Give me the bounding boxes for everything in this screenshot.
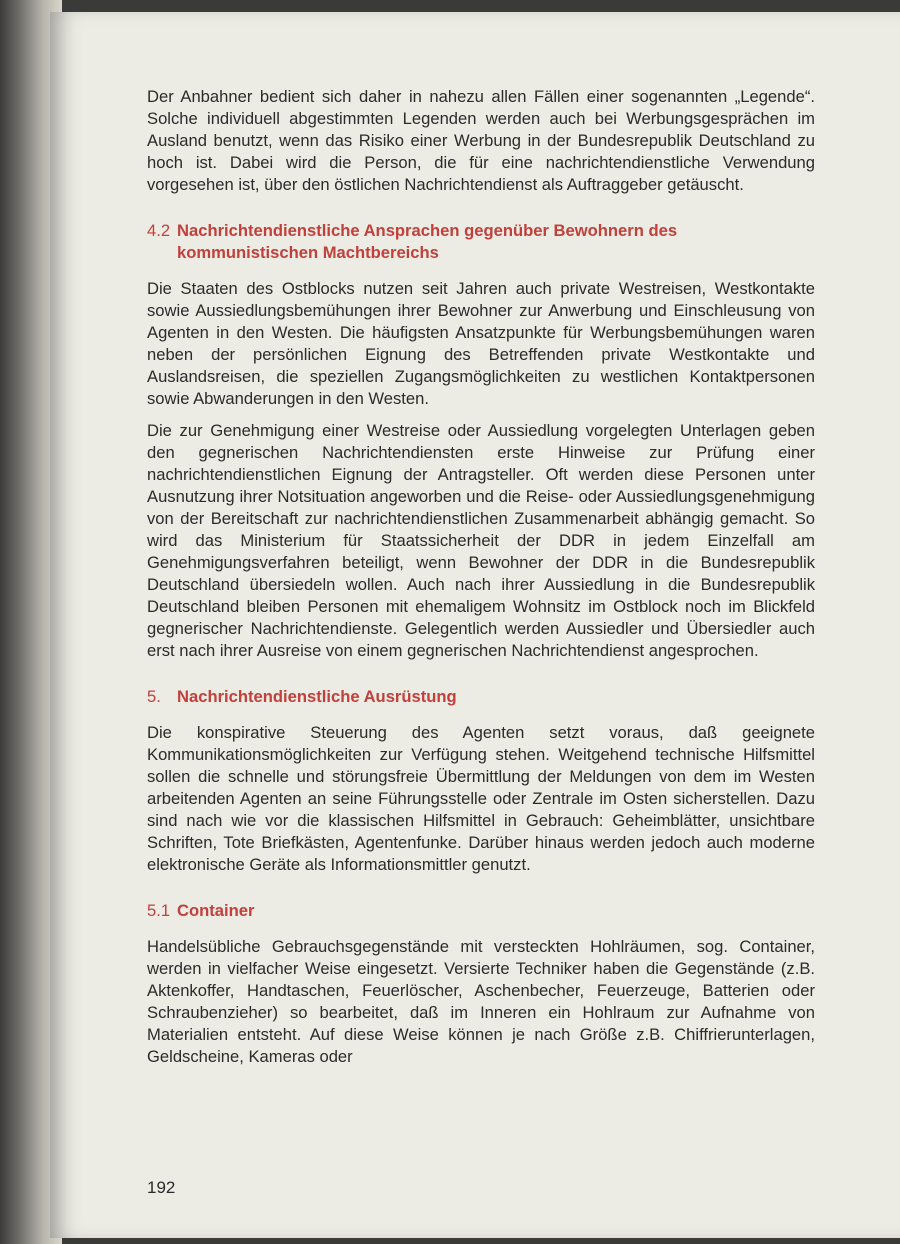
section-heading-5-1 (147, 900, 815, 922)
section-title: Nachrichtendienstliche Ausrüstung (177, 687, 457, 706)
page-content (147, 86, 815, 1078)
section-heading-5 (147, 686, 815, 708)
section-5-1-paragraph: Handelsübliche Gebrauchsgegenstände mit versteckten Hohlräumen, sog. Container, werden in vielfacher Weise eingesetzt. Versierte Techniker haben die Gegenstände (z.B. Aktenkoffer, Handtaschen, Feuerlöscher, Aschenbecher, Feuerzeuge, Batterien oder Schraubenzieher) so bearbeitet, daß im Inneren ein Hohlraum zur Aufnahme von Materialien entsteht. Auf diese Weise können je nach Größe z.B. Chiffrierunterlagen, Geldscheine, Kameras oder (147, 937, 815, 1066)
page-number: 192 (147, 1178, 176, 1197)
section-heading-4-2 (147, 220, 815, 264)
section-4-2-paragraph: Die zur Genehmigung einer Westreise oder Aussiedlung vorgelegten Unterlagen geben den gegnerischen Nachrichtendiensten erste Hinweise zur Prüfung einer nachrichtendienstlichen Eignung der Antragsteller. Oft werden diese Personen unter Ausnutzung ihrer Notsituation angeworben und die Reise- oder Aussiedlungsgenehmigung von der Bereitschaft zur nachrichtendienstlichen Zusammenarbeit abhängig gemacht. So wird das Ministerium für Staatssicherheit der DDR in jedem Einzelfall am Genehmigungsverfahren beteiligt, wenn Bewohner der DDR in die Bundesrepublik Deutschland übersiedeln wollen. Auch nach ihrer Aussiedlung in die Bundesrepublik Deutschland bleiben Personen mit ehemaligem Wohnsitz im Ostblock noch im Blickfeld gegnerischer Nachrichtendienste. Gelegentlich werden Aussiedler und Übersiedler auch erst nach ihrer Ausreise von einem gegnerischen Nachrichtendienst angesprochen. (147, 421, 815, 660)
section-number: 4.2 (147, 221, 171, 240)
section-4-2-paragraph: Die Staaten des Ostblocks nutzen seit Jahren auch private Westreisen, Westkontakte sowie Aussiedlungsbemühungen ihrer Bewohner zur Anwerbung und Einschleusung von Agenten in den Westen. Die häufigsten Ansatzpunkte für Werbungsbemühungen waren neben der persönlichen Eignung des Betreffenden private Westkontakte und Auslandsreisen, die speziellen Zugangsmöglichkeiten zu westlichen Kontaktpersonen sowie Abwanderungen in den Westen. (147, 279, 815, 408)
section-number: 5.1 (147, 901, 171, 920)
section-number: 5. (147, 687, 161, 706)
section-title: Container (177, 901, 255, 920)
section-5-paragraph: Die konspirative Steuerung des Agenten setzt voraus, daß geeignete Kommunikationsmöglichkeiten zur Verfügung stehen. Weitgehend technische Hilfsmittel sollen die schnelle und störungsfreie Übermittlung der Meldungen von dem im Westen arbeitenden Agenten an seine Führungsstelle oder Zentrale im Osten sicherstellen. Dazu sind nach wie vor die klassischen Hilfsmittel in Gebrauch: Geheimblätter, unsichtbare Schriften, Tote Briefkästen, Agentenfunke. Darüber hinaus werden jedoch auch moderne elektronische Geräte als Informationsmittler genutzt. (147, 723, 815, 874)
section-title: Nachrichtendienstliche Ansprachen gegenüber Bewohnern des kommunistischen Machtbereichs (177, 221, 678, 262)
intro-paragraph: Der Anbahner bedient sich daher in nahezu allen Fällen einer sogenannten „Legende“. Solche individuell abgestimmten Legenden werden auch bei Werbungsgesprächen im Ausland benutzt, wenn das Risiko einer Werbung in der Bundesrepublik Deutschland zu hoch ist. Dabei wird die Person, die für eine nachrichtendienstliche Verwendung vorgesehen ist, über den östlichen Nachrichtendienst als Auftraggeber getäuscht. (147, 87, 815, 194)
